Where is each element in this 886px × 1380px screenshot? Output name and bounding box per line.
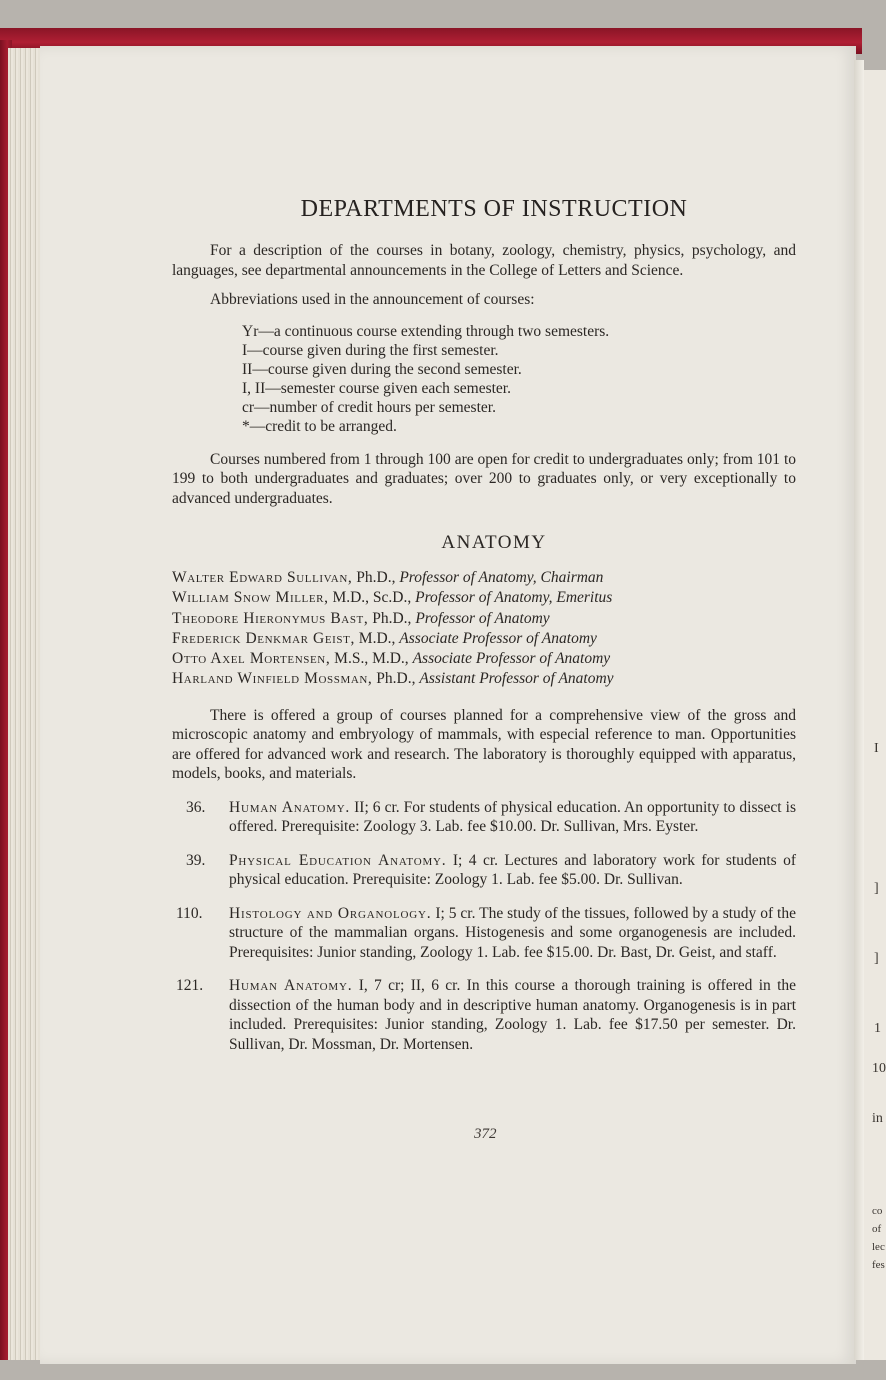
adjacent-page-fragment: ] [874,881,879,896]
course-details: I; 5 cr. The study of the tissues, followed by a study of the structure of the mammalian organs. Histogenesis and some organogenesis are included. Prerequisites: Junior standing, Zoology 1. Lab. fee $15.00. Dr. Bast, Dr. Geist, and staff. [229,904,796,961]
faculty-name: Walter Edward Sullivan, [172,569,353,586]
page-title: DEPARTMENTS OF INSTRUCTION [300,196,688,222]
faculty-title: Professor of Anatomy [415,609,550,627]
faculty-member [172,649,796,669]
faculty-member [172,669,796,689]
faculty-degrees: M.D., [354,629,400,647]
faculty-degrees: M.S., M.D., [330,650,413,668]
adjacent-page-fragment: co [872,1205,883,1217]
abbreviation-item: cr—number of credit hours per semester. [242,398,496,416]
page-number: 372 [474,1126,497,1142]
faculty-name: Theodore Hieronymus Bast, [172,609,369,627]
faculty-name: Harland Winfield Mossman, [172,670,373,688]
adjacent-page-fragment: of [872,1223,882,1235]
faculty-list [172,568,796,690]
faculty-title: Associate Professor of Anatomy [399,629,597,647]
course-entry [172,976,796,1054]
page-gutter [854,60,864,1360]
abbreviation-item: Yr—a continuous course extending through two semesters. [242,322,610,340]
course-entry [172,851,796,890]
course-entry [172,904,796,963]
course-details: II; 6 cr. For students of physical education. An opportunity to dissect is offered. Prerequisite: Zoology 3. Lab. fee $10.00. Dr. Sullivan, Mrs. Eyster. [229,798,796,836]
course-details: I, 7 cr; II, 6 cr. In this course a thorough training is offered in the dissection of the human body and in descriptive human anatomy. Organogenesis is in part included. Prerequisites: Junior standing, Zoology 1. Lab. fee $17.50 per semester. Dr. Sullivan, Dr. Mossman, Dr. Mortensen. [229,977,796,1053]
faculty-name: William Snow Miller, [172,589,329,607]
course-number: 39. [186,851,206,869]
abbreviation-item: II—course given during the second semester. [242,360,522,378]
adjacent-page-fragment: 10 [872,1061,886,1076]
course-number: 121. [176,977,204,995]
course-name: Human Anatomy. [229,977,353,995]
abbreviations-list [242,322,796,436]
adjacent-page-fragment: fes [872,1259,885,1271]
faculty-member [172,629,796,649]
abbreviation-item: *—credit to be arranged. [242,417,397,435]
faculty-title: Professor of Anatomy, Emeritus [415,589,613,607]
faculty-title: Assistant Professor of Anatomy [419,670,614,688]
course-details: I; 4 cr. Lectures and laboratory work for students of physical education. Prerequisite: Zoology 1. Lab. fee $5.00. Dr. Sullivan. [229,851,796,889]
adjacent-page-fragment: 1 [874,1021,881,1036]
faculty-degrees: Ph.D., [368,609,416,627]
abbreviation-item: I—course given during the first semester. [242,341,499,359]
adjacent-page-fragment: in [872,1111,883,1126]
numbering-note: Courses numbered from 1 through 100 are open for credit to undergraduates only; from 101 to 199 to both undergraduates and graduates; over 200 to graduates only, or very exceptionally to advanced undergraduates. [172,450,796,507]
intro-paragraph: For a description of the courses in botany, zoology, chemistry, physics, psychology, and languages, see departmental announcements in the College of Letters and Science. [172,242,796,279]
faculty-member [172,588,796,608]
course-name: Histology and Organology. [229,904,432,922]
faculty-title: Professor of Anatomy, Chairman [399,569,604,586]
faculty-name: Otto Axel Mortensen, [172,650,331,668]
faculty-degrees: Ph.D., [352,569,400,586]
adjacent-page [864,70,886,1360]
faculty-degrees: Ph.D., [372,670,420,688]
faculty-degrees: M.D., Sc.D., [328,589,416,607]
faculty-name: Frederick Denkmar Geist, [172,629,355,647]
page-edges [8,48,42,1360]
adjacent-page-fragment: ] [874,951,879,966]
course-number: 110. [176,904,203,922]
course-number: 36. [186,798,206,816]
adjacent-page-fragment: I [874,741,879,756]
abbreviations-intro: Abbreviations used in the announcement of courses: [210,291,535,308]
faculty-member [172,568,796,588]
section-heading-anatomy: ANATOMY [441,532,547,553]
abbreviation-item: I, II—semester course given each semester. [242,379,511,397]
course-name: Human Anatomy. [229,798,351,816]
course-entry [172,798,796,837]
course-name: Physical Education Anatomy. [229,851,447,869]
page-content [172,196,796,1054]
faculty-member [172,609,796,629]
department-description: There is offered a group of courses planned for a comprehensive view of the gross and microscopic anatomy and embryology of mammals, with especial reference to man. Opportunities are offered for advanced work and research. The laboratory is thoroughly equipped with apparatus, models, books, and materials. [172,706,796,783]
adjacent-page-fragment: lec [872,1241,885,1253]
faculty-title: Associate Professor of Anatomy [412,650,611,668]
